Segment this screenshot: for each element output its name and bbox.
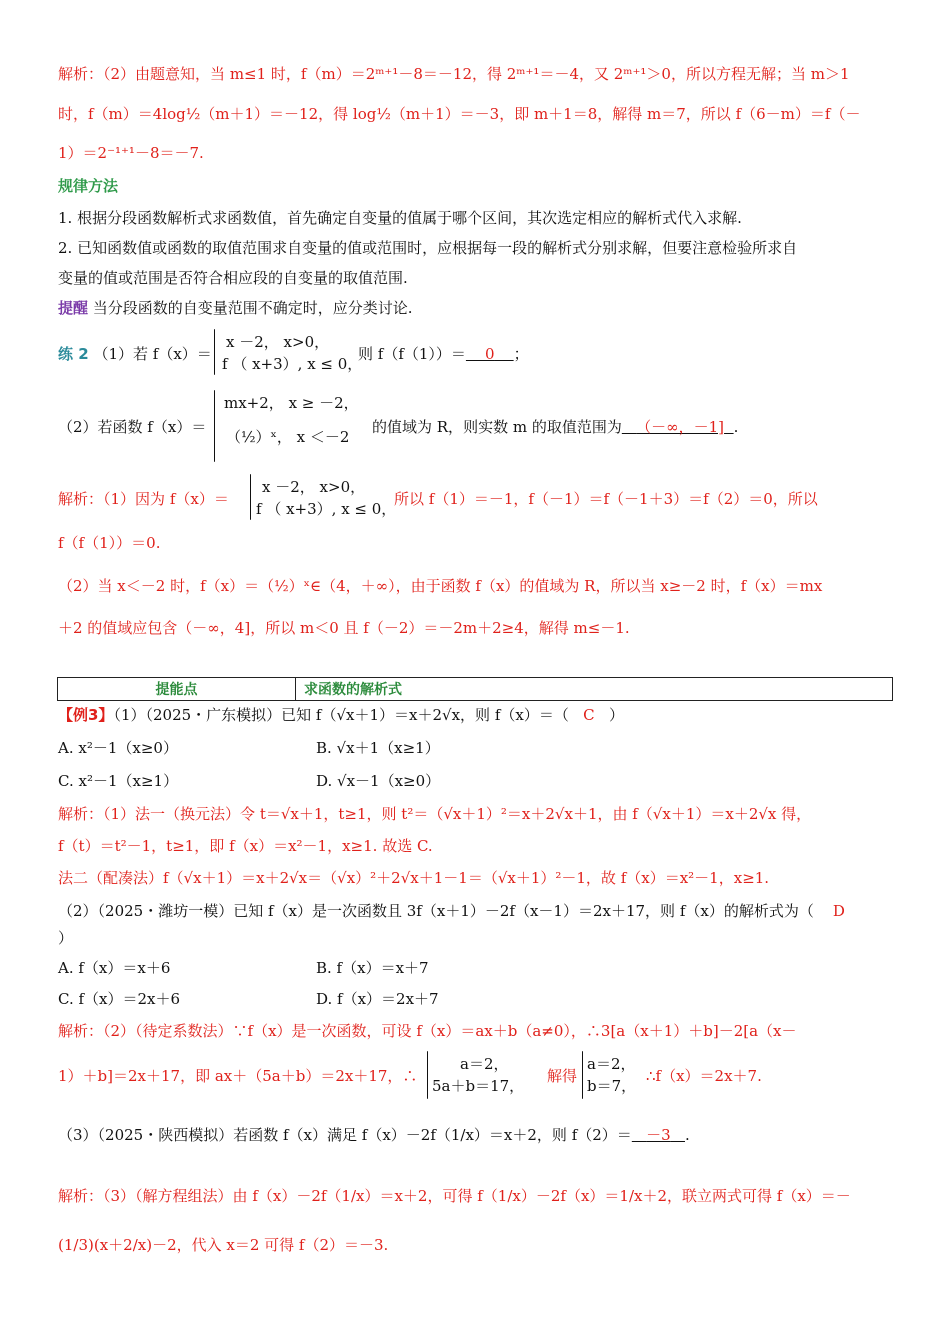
- solution2-case2: f （ x+3）, x ≤ 0，: [256, 500, 397, 518]
- example3-q2-line2: ）: [58, 929, 74, 947]
- method-point-1: 1. 根据分段函数解析式求函数值，首先确定自变量的值属于哪个区间，其次选定相应的解析式代入求解.: [58, 209, 742, 227]
- example3-q1-text: （1）（2025・广东模拟）已知 f（√x＋1）＝x＋2√x，则 f（x）＝（: [113, 706, 569, 724]
- solution2-s1-line2: f（f（1））＝0.: [58, 534, 161, 552]
- example3-sol1-line3: 法二（配凑法）f（√x＋1）＝x＋2√x＝（√x）²＋2√x＋1－1＝（√x＋1）²－1，故 f（x）＝x²－1，x≥1.: [58, 869, 770, 887]
- example3-q3-answer: －3: [646, 1126, 671, 1144]
- tip-label: 提醒: [58, 299, 89, 317]
- solution2-s2-line2: ＋2 的值域应包含（－∞，4]，所以 m＜0 且 f（－2）＝－2m＋2≥4，解得 m≤－1.: [58, 619, 630, 637]
- example3-sol2-line1: 解析：（2）（待定系数法）∵f（x）是一次函数，可设 f（x）＝ax＋b（a≠0），∴3[a（x＋1）＋b]－2[a（x－: [58, 1022, 797, 1040]
- solution2-s2-line1: （2）当 x＜－2 时，f（x）＝（½）ˣ∈（4，＋∞），由于函数 f（x）的值域为 R，所以当 x≥－2 时，f（x）＝mx: [58, 577, 823, 595]
- practice-label: 练 2: [58, 345, 89, 363]
- example3-sol2-sys1b: 5a＋b＝17，: [432, 1077, 525, 1095]
- example3-label: 【例3】: [58, 706, 114, 724]
- practice-q1-case1: x －2， x>0，: [226, 333, 330, 351]
- example3-sol2-sys1a: a＝2，: [460, 1055, 509, 1073]
- example3-sol2-sys2b: b＝7，: [587, 1077, 637, 1095]
- solution2-s1-suffix: 所以 f（1）＝－1，f（－1）＝f（－1＋3）＝f（2）＝0，所以: [394, 490, 818, 508]
- solution-prev-line1: 解析：（2）由题意知，当 m≤1 时，f（m）＝2ᵐ⁺¹－8＝－12，得 2ᵐ⁺¹＝－4，又 2ᵐ⁺¹＞0，所以方程无解；当 m＞1: [58, 65, 850, 83]
- example3-sol2-brace1: [427, 1051, 428, 1099]
- practice-q1-end: ；: [513, 345, 529, 363]
- example3-sol2-brace2: [582, 1051, 583, 1099]
- example3-q2-option-a: A. f（x）＝x＋6: [58, 959, 171, 977]
- example3-q3: （3）（2025・陕西模拟）若函数 f（x）满足 f（x）－2f（1/x）＝x＋2，则 f（2）＝ －3 .: [58, 1126, 690, 1144]
- method-point-2b: 变量的值或范围是否符合相应段的自变量的取值范围.: [58, 269, 408, 287]
- table-right-cell: 求函数的解析式: [296, 678, 893, 701]
- solution2-label: 解析：: [58, 490, 104, 508]
- example3-option-d: D. √x－1（x≥0）: [316, 772, 441, 790]
- example3-sol2-sys2a: a＝2，: [587, 1055, 636, 1073]
- example3-q1-answer: C: [583, 706, 595, 724]
- practice-q2-case2: （½）ˣ， x ＜－2: [226, 428, 350, 446]
- practice-q1-answer: 0: [485, 345, 495, 363]
- practice-q2-case1: mx+2， x ≥ －2，: [224, 394, 359, 412]
- practice-q2-suffix-line: [372, 417, 738, 437]
- tip-line: [58, 298, 413, 318]
- practice-q1-prefix: （1）若 f（x）＝: [93, 345, 212, 363]
- tip-text: 当分段函数的自变量范围不确定时，应分类讨论.: [92, 299, 413, 317]
- example3-q2-answer: D: [832, 902, 845, 920]
- example3-q2-line1: （2）（2025・潍坊一模）已知 f（x）是一次函数且 3f（x＋1）－2f（x－1）＝2x＋17，则 f（x）的解析式为（ D: [58, 902, 845, 920]
- capability-table: [57, 677, 893, 701]
- example3-option-a: A. x²－1（x≥0）: [58, 739, 178, 757]
- solution2-line1: [58, 489, 229, 509]
- example3-sol2-end: ∴f（x）＝2x＋7.: [646, 1067, 762, 1085]
- example3-option-b: B. √x＋1（x≥1）: [316, 739, 440, 757]
- table-left-cell: 提能点: [58, 678, 296, 701]
- example3-q2-option-b: B. f（x）＝x＋7: [316, 959, 429, 977]
- practice-q2-brace: [214, 390, 215, 462]
- example3-q2-option-c: C. f（x）＝2x＋6: [58, 990, 181, 1008]
- example3-q2-option-d: D. f（x）＝2x＋7: [316, 990, 439, 1008]
- example3-sol3-line1: 解析：（3）（解方程组法）由 f（x）－2f（1/x）＝x＋2，可得 f（1/x）－2f（x）＝1/x＋2，联立两式可得 f（x）＝－: [58, 1187, 851, 1205]
- practice-q1-brace: [214, 329, 215, 375]
- practice-q1-case2: f （ x+3）, x ≤ 0，: [222, 355, 363, 373]
- method-title: 规律方法: [58, 177, 119, 195]
- method-point-2a: 2. 已知函数值或函数的取值范围求自变量的值或范围时，应根据每一段的解析式分别求解，但要注意检验所求自: [58, 239, 798, 257]
- solution2-s1-prefix: （1）因为 f（x）＝: [103, 490, 229, 508]
- practice-q1-suffix: 则 f（f（1））＝: [358, 345, 466, 363]
- practice-q2-prefix: （2）若函数 f（x）＝: [58, 418, 207, 436]
- solution2-brace: [250, 474, 251, 520]
- practice-q2-end: .: [733, 418, 739, 436]
- example3-q1-end: ）: [608, 706, 624, 724]
- example3-sol2-solve: 解得: [547, 1067, 578, 1085]
- practice-q1-suffix-line: [358, 344, 529, 364]
- example3-q1: [58, 705, 624, 725]
- solution2-case1: x －2， x>0，: [262, 478, 366, 496]
- example3-option-c: C. x²－1（x≥1）: [58, 772, 179, 790]
- solution-prev-line3: 1）＝2⁻¹⁺¹－8＝－7.: [58, 144, 204, 162]
- example3-sol2-line2a: 1）＋b]＝2x＋17，即 ax＋（5a＋b）＝2x＋17，∴: [58, 1067, 418, 1085]
- example3-sol1-line1: 解析：（1）法一（换元法）令 t＝√x＋1，t≥1，则 t²＝（√x＋1）²＝x＋2√x＋1，由 f（√x＋1）＝x＋2√x 得，: [58, 805, 812, 823]
- practice-q1: [58, 344, 212, 364]
- practice-q2-answer: （－∞，－1]: [636, 418, 725, 436]
- practice-q2-suffix: 的值域为 R，则实数 m 的取值范围为: [372, 418, 622, 436]
- example3-sol3-line2: (1/3)(x＋2/x)－2，代入 x＝2 可得 f（2）＝－3.: [58, 1236, 389, 1254]
- solution-prev-line2: 时，f（m）＝4log½（m＋1）＝－12，得 log½（m＋1）＝－3，即 m＋1＝8，解得 m＝7，所以 f（6－m）＝f（－: [58, 105, 861, 123]
- example3-sol1-line2: f（t）＝t²－1，t≥1，即 f（x）＝x²－1，x≥1. 故选 C.: [58, 837, 433, 855]
